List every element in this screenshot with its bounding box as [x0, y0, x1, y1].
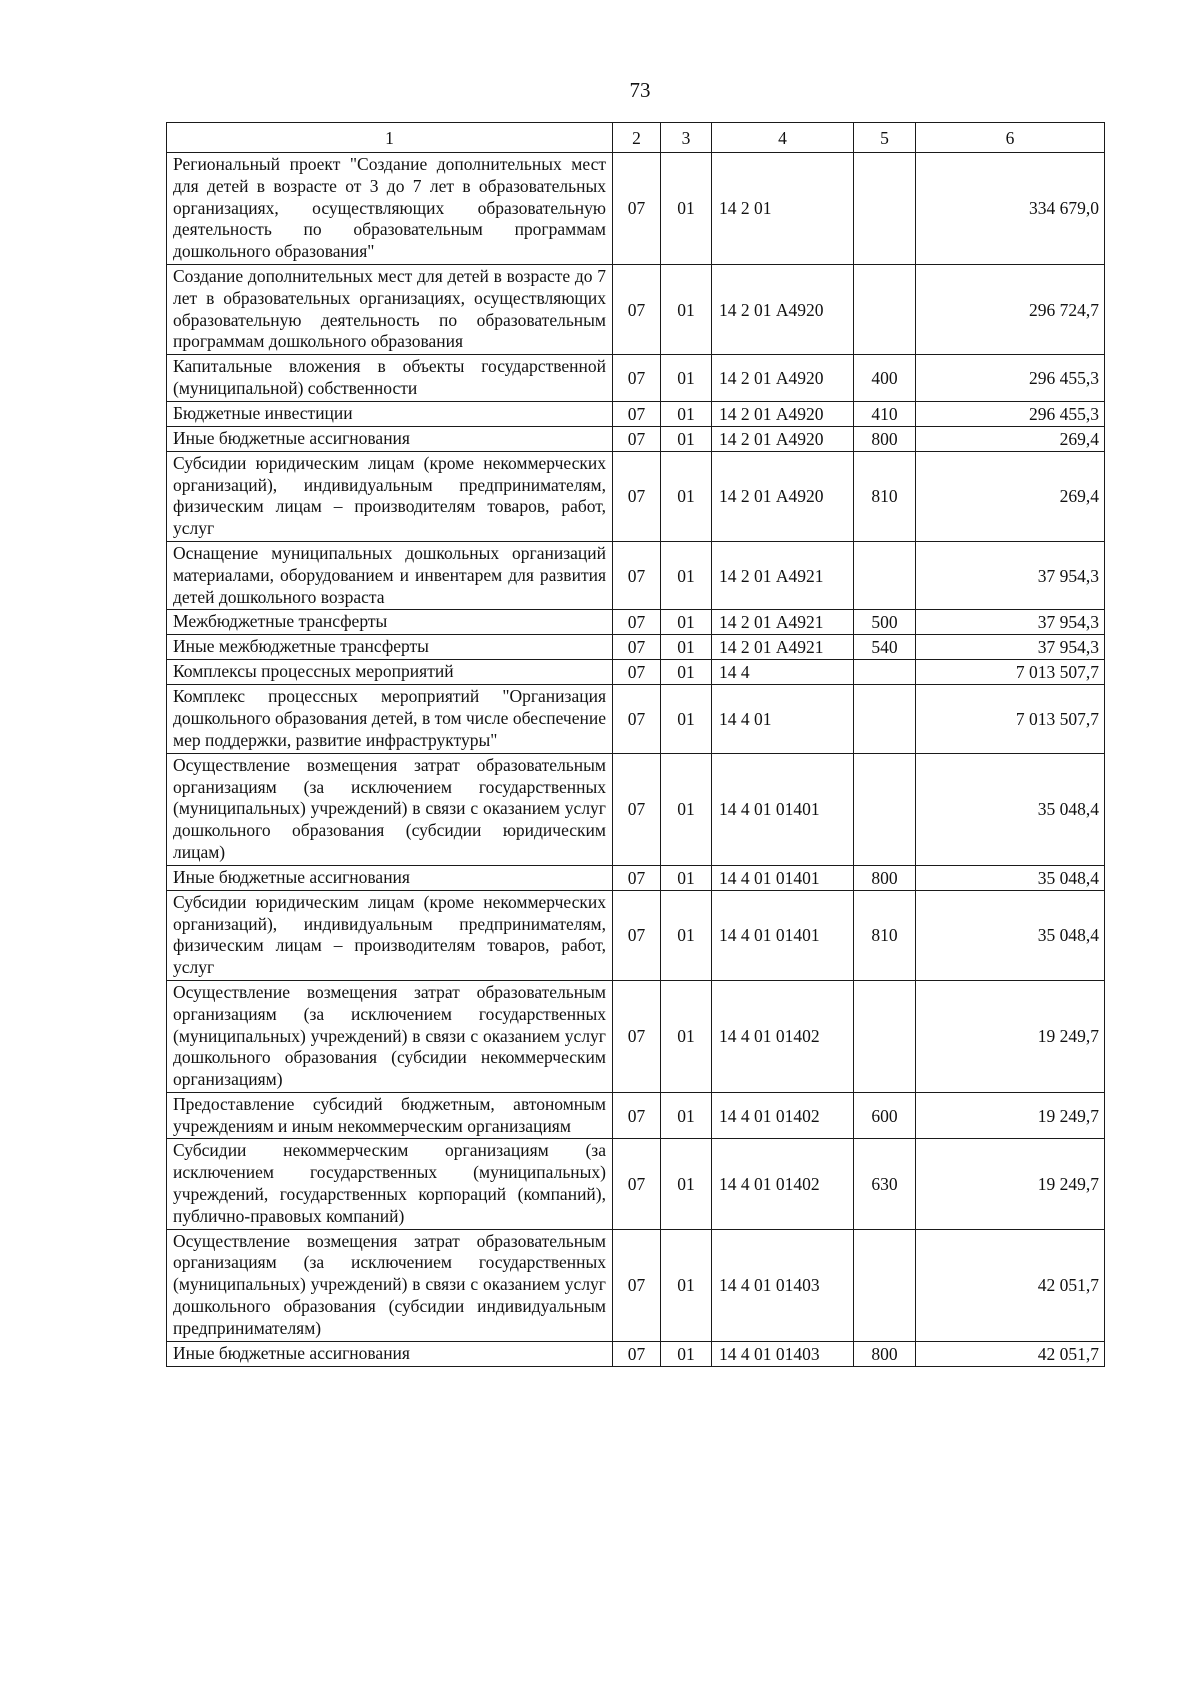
- section-code-cell: 07: [613, 264, 661, 354]
- section-code-cell: 07: [613, 635, 661, 660]
- subsection-code-cell: 01: [661, 451, 712, 541]
- expense-type-cell: 500: [854, 610, 916, 635]
- row-name-cell: Межбюджетные трансферты: [167, 610, 613, 635]
- subsection-code-cell: 01: [661, 660, 712, 685]
- section-code-cell: 07: [613, 610, 661, 635]
- amount-cell: 296 455,3: [916, 355, 1105, 402]
- row-name-cell: Создание дополнительных мест для детей в возрасте до 7 лет в образовательных организациях, осуществляющих образовательную деятельность по образовательным программам дошкольного образования: [167, 264, 613, 354]
- header-cell: 4: [712, 123, 854, 153]
- row-name-cell: Иные бюджетные ассигнования: [167, 426, 613, 451]
- table-row: [167, 685, 1105, 753]
- row-name-cell: Осуществление возмещения затрат образовательным организациям (за исключением государственных (муниципальных) учреждений) в связи с оказанием услуг дошкольного образования (субсидии некоммерческим организациям): [167, 980, 613, 1092]
- subsection-code-cell: 01: [661, 610, 712, 635]
- table-row: [167, 401, 1105, 426]
- target-article-cell: 14 4 01 01403: [712, 1341, 854, 1366]
- target-article-cell: 14 4: [712, 660, 854, 685]
- expense-type-cell: [854, 660, 916, 685]
- section-code-cell: 07: [613, 660, 661, 685]
- amount-cell: 35 048,4: [916, 753, 1105, 865]
- amount-cell: 269,4: [916, 426, 1105, 451]
- table-row: [167, 541, 1105, 609]
- amount-cell: 269,4: [916, 451, 1105, 541]
- subsection-code-cell: 01: [661, 1341, 712, 1366]
- table-row: [167, 753, 1105, 865]
- row-name-cell: Иные бюджетные ассигнования: [167, 865, 613, 890]
- section-code-cell: 07: [613, 980, 661, 1092]
- table-row: [167, 610, 1105, 635]
- target-article-cell: 14 2 01 А4920: [712, 426, 854, 451]
- subsection-code-cell: 01: [661, 865, 712, 890]
- section-code-cell: 07: [613, 153, 661, 265]
- amount-cell: 7 013 507,7: [916, 660, 1105, 685]
- target-article-cell: 14 4 01: [712, 685, 854, 753]
- target-article-cell: 14 2 01 А4921: [712, 610, 854, 635]
- table-row: [167, 451, 1105, 541]
- target-article-cell: 14 4 01 01403: [712, 1229, 854, 1341]
- subsection-code-cell: 01: [661, 1229, 712, 1341]
- header-cell: 1: [167, 123, 613, 153]
- section-code-cell: 07: [613, 355, 661, 402]
- subsection-code-cell: 01: [661, 1092, 712, 1139]
- amount-cell: 296 724,7: [916, 264, 1105, 354]
- subsection-code-cell: 01: [661, 541, 712, 609]
- amount-cell: 19 249,7: [916, 980, 1105, 1092]
- amount-cell: 7 013 507,7: [916, 685, 1105, 753]
- subsection-code-cell: 01: [661, 401, 712, 426]
- target-article-cell: 14 4 01 01402: [712, 1092, 854, 1139]
- expense-type-cell: 410: [854, 401, 916, 426]
- target-article-cell: 14 2 01 А4920: [712, 355, 854, 402]
- expense-type-cell: 540: [854, 635, 916, 660]
- row-name-cell: Капитальные вложения в объекты государственной (муниципальной) собственности: [167, 355, 613, 402]
- target-article-cell: 14 2 01 А4920: [712, 401, 854, 426]
- table-row: [167, 865, 1105, 890]
- row-name-cell: Иные бюджетные ассигнования: [167, 1341, 613, 1366]
- subsection-code-cell: 01: [661, 1139, 712, 1229]
- row-name-cell: Комплексы процессных мероприятий: [167, 660, 613, 685]
- target-article-cell: 14 2 01 А4921: [712, 635, 854, 660]
- table-row: [167, 355, 1105, 402]
- subsection-code-cell: 01: [661, 753, 712, 865]
- header-cell: 6: [916, 123, 1105, 153]
- section-code-cell: 07: [613, 685, 661, 753]
- section-code-cell: 07: [613, 1229, 661, 1341]
- target-article-cell: 14 2 01 А4921: [712, 541, 854, 609]
- amount-cell: 42 051,7: [916, 1229, 1105, 1341]
- section-code-cell: 07: [613, 426, 661, 451]
- amount-cell: 35 048,4: [916, 890, 1105, 980]
- row-name-cell: Иные межбюджетные трансферты: [167, 635, 613, 660]
- target-article-cell: 14 4 01 01401: [712, 890, 854, 980]
- table-row: [167, 1229, 1105, 1341]
- row-name-cell: Предоставление субсидий бюджетным, автономным учреждениям и иным некоммерческим организациям: [167, 1092, 613, 1139]
- amount-cell: 35 048,4: [916, 865, 1105, 890]
- table-row: [167, 890, 1105, 980]
- subsection-code-cell: 01: [661, 685, 712, 753]
- row-name-cell: Осуществление возмещения затрат образовательным организациям (за исключением государственных (муниципальных) учреждений) в связи с оказанием услуг дошкольного образования (субсидии юридическим лицам): [167, 753, 613, 865]
- row-name-cell: Субсидии некоммерческим организациям (за исключением государственных (муниципальных) учреждений, государственных корпораций (компаний), публично-правовых компаний): [167, 1139, 613, 1229]
- target-article-cell: 14 2 01 А4920: [712, 451, 854, 541]
- section-code-cell: 07: [613, 1341, 661, 1366]
- expense-type-cell: [854, 753, 916, 865]
- amount-cell: 42 051,7: [916, 1341, 1105, 1366]
- section-code-cell: 07: [613, 890, 661, 980]
- table-row: [167, 980, 1105, 1092]
- row-name-cell: Субсидии юридическим лицам (кроме некоммерческих организаций), индивидуальным предпринимателям, физическим лицам – производителям товаров, работ, услуг: [167, 890, 613, 980]
- expense-type-cell: [854, 980, 916, 1092]
- section-code-cell: 07: [613, 1139, 661, 1229]
- target-article-cell: 14 4 01 01401: [712, 753, 854, 865]
- amount-cell: 19 249,7: [916, 1092, 1105, 1139]
- expense-type-cell: 630: [854, 1139, 916, 1229]
- expense-type-cell: 800: [854, 865, 916, 890]
- subsection-code-cell: 01: [661, 980, 712, 1092]
- header-cell: 3: [661, 123, 712, 153]
- target-article-cell: 14 4 01 01402: [712, 980, 854, 1092]
- row-name-cell: Осуществление возмещения затрат образовательным организациям (за исключением государственных (муниципальных) учреждений) в связи с оказанием услуг дошкольного образования (субсидии индивидуальным предпринимателям): [167, 1229, 613, 1341]
- amount-cell: 334 679,0: [916, 153, 1105, 265]
- table-row: [167, 1092, 1105, 1139]
- header-cell: 2: [613, 123, 661, 153]
- row-name-cell: Региональный проект "Создание дополнительных мест для детей в возрасте от 3 до 7 лет в образовательных организациях, осуществляющих образовательную деятельность по образовательным программам дошкольного образования": [167, 153, 613, 265]
- expense-type-cell: 810: [854, 451, 916, 541]
- target-article-cell: 14 4 01 01401: [712, 865, 854, 890]
- row-name-cell: Оснащение муниципальных дошкольных организаций материалами, оборудованием и инвентарем для развития детей дошкольного возраста: [167, 541, 613, 609]
- subsection-code-cell: 01: [661, 264, 712, 354]
- section-code-cell: 07: [613, 401, 661, 426]
- table-row: [167, 635, 1105, 660]
- expense-type-cell: [854, 685, 916, 753]
- section-code-cell: 07: [613, 753, 661, 865]
- table-row: [167, 1139, 1105, 1229]
- amount-cell: 296 455,3: [916, 401, 1105, 426]
- amount-cell: 19 249,7: [916, 1139, 1105, 1229]
- target-article-cell: 14 2 01: [712, 153, 854, 265]
- subsection-code-cell: 01: [661, 153, 712, 265]
- section-code-cell: 07: [613, 541, 661, 609]
- expense-type-cell: 810: [854, 890, 916, 980]
- expense-type-cell: 400: [854, 355, 916, 402]
- subsection-code-cell: 01: [661, 426, 712, 451]
- section-code-cell: 07: [613, 865, 661, 890]
- budget-table: [166, 122, 1105, 1367]
- expense-type-cell: 800: [854, 426, 916, 451]
- table-header-row: [167, 123, 1105, 153]
- subsection-code-cell: 01: [661, 635, 712, 660]
- amount-cell: 37 954,3: [916, 541, 1105, 609]
- section-code-cell: 07: [613, 1092, 661, 1139]
- table-row: [167, 660, 1105, 685]
- amount-cell: 37 954,3: [916, 635, 1105, 660]
- row-name-cell: Субсидии юридическим лицам (кроме некоммерческих организаций), индивидуальным предпринимателям, физическим лицам – производителям товаров, работ, услуг: [167, 451, 613, 541]
- table-row: [167, 153, 1105, 265]
- subsection-code-cell: 01: [661, 890, 712, 980]
- expense-type-cell: [854, 153, 916, 265]
- target-article-cell: 14 2 01 А4920: [712, 264, 854, 354]
- table-row: [167, 264, 1105, 354]
- table-row: [167, 1341, 1105, 1366]
- expense-type-cell: [854, 264, 916, 354]
- section-code-cell: 07: [613, 451, 661, 541]
- expense-type-cell: [854, 1229, 916, 1341]
- expense-type-cell: 600: [854, 1092, 916, 1139]
- page-number: 73: [629, 78, 651, 102]
- subsection-code-cell: 01: [661, 355, 712, 402]
- amount-cell: 37 954,3: [916, 610, 1105, 635]
- expense-type-cell: 800: [854, 1341, 916, 1366]
- header-cell: 5: [854, 123, 916, 153]
- row-name-cell: Комплекс процессных мероприятий "Организация дошкольного образования детей, в том числе обеспечение мер поддержки, развитие инфраструктуры": [167, 685, 613, 753]
- target-article-cell: 14 4 01 01402: [712, 1139, 854, 1229]
- table-row: [167, 426, 1105, 451]
- expense-type-cell: [854, 541, 916, 609]
- row-name-cell: Бюджетные инвестиции: [167, 401, 613, 426]
